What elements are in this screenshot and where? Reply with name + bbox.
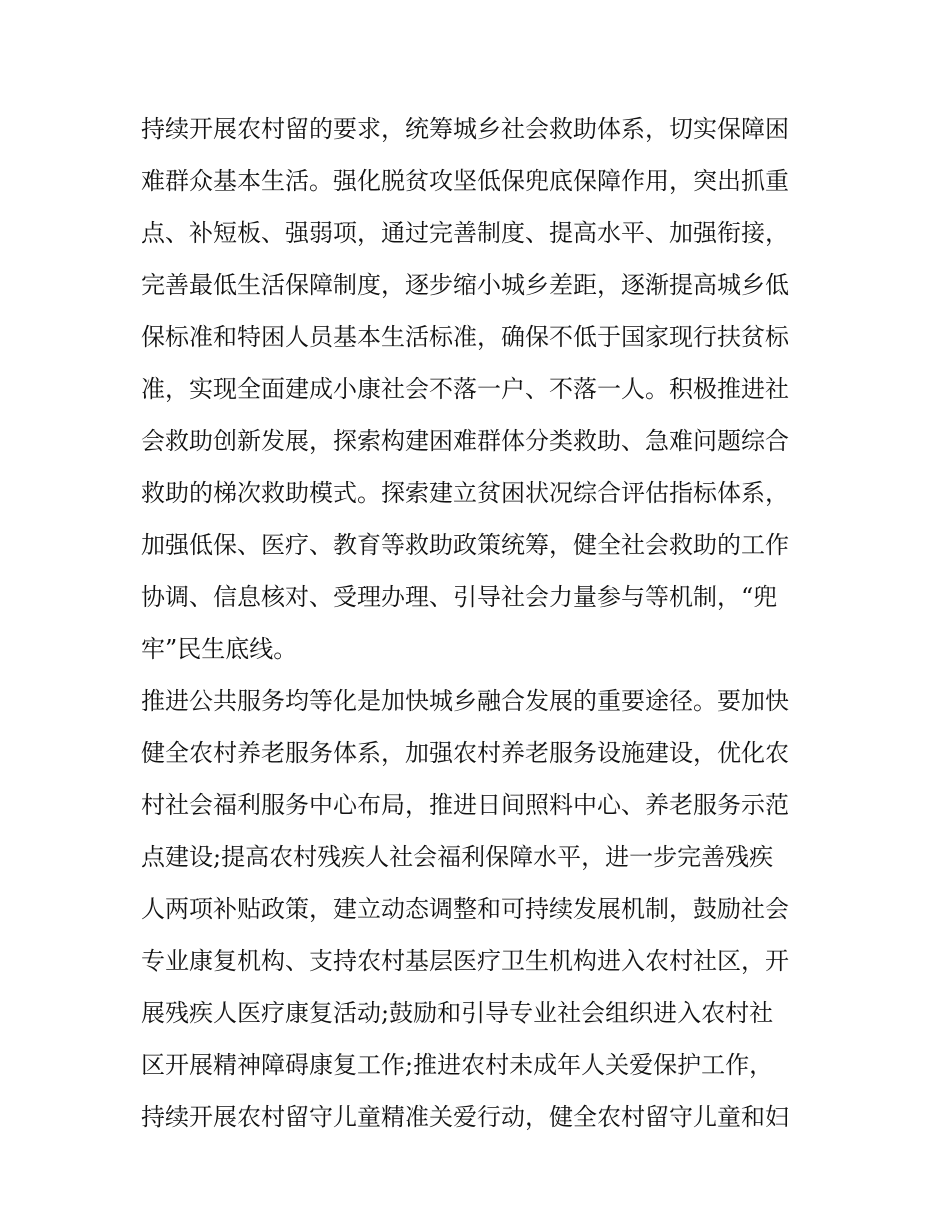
text-line: 持续开展农村留守儿童精准关爱行动，健全农村留守儿童和妇 xyxy=(141,1103,789,1131)
text-line: 牢”民生底线。 xyxy=(141,635,298,663)
text-line: 保标准和特困人员基本生活标准，确保不低于国家现行扶贫标 xyxy=(141,323,789,351)
text-line: 推进公共服务均等化是加快城乡融合发展的重要途径。要加快 xyxy=(141,687,789,715)
text-line: 健全农村养老服务体系，加强农村养老服务设施建设，优化农 xyxy=(141,739,789,767)
text-line: 加强低保、医疗、教育等救助政策统筹，健全社会救助的工作 xyxy=(141,531,789,559)
text-line: 持续开展农村留的要求，统筹城乡社会救助体系，切实保障困 xyxy=(141,115,789,143)
text-line: 准，实现全面建成小康社会不落一户、不落一人。积极推进社 xyxy=(141,375,789,403)
text-line: 难群众基本生活。强化脱贫攻坚低保兜底保障作用，突出抓重 xyxy=(141,167,789,195)
text-line: 村社会福利服务中心布局，推进日间照料中心、养老服务示范 xyxy=(141,791,789,819)
text-line: 完善最低生活保障制度，逐步缩小城乡差距，逐渐提高城乡低 xyxy=(141,271,789,299)
text-line: 展残疾人医疗康复活动;鼓励和引导专业社会组织进入农村社 xyxy=(141,999,774,1027)
text-line: 会救助创新发展，探索构建困难群体分类救助、急难问题综合 xyxy=(141,427,789,455)
text-line: 专业康复机构、支持农村基层医疗卫生机构进入农村社区，开 xyxy=(141,947,789,975)
text-line: 点、补短板、强弱项，通过完善制度、提高水平、加强衔接， xyxy=(141,219,789,247)
text-line: 协调、信息核对、受理办理、引导社会力量参与等机制，“兜 xyxy=(141,583,778,611)
text-line: 救助的梯次救助模式。探索建立贫困状况综合评估指标体系， xyxy=(141,479,789,507)
text-line: 区开展精神障碍康复工作;推进农村未成年人关爱保护工作， xyxy=(141,1051,774,1079)
text-line: 人两项补贴政策，建立动态调整和可持续发展机制，鼓励社会 xyxy=(141,895,789,923)
text-line: 点建设;提高农村残疾人社会福利保障水平，进一步完善残疾 xyxy=(141,843,774,871)
